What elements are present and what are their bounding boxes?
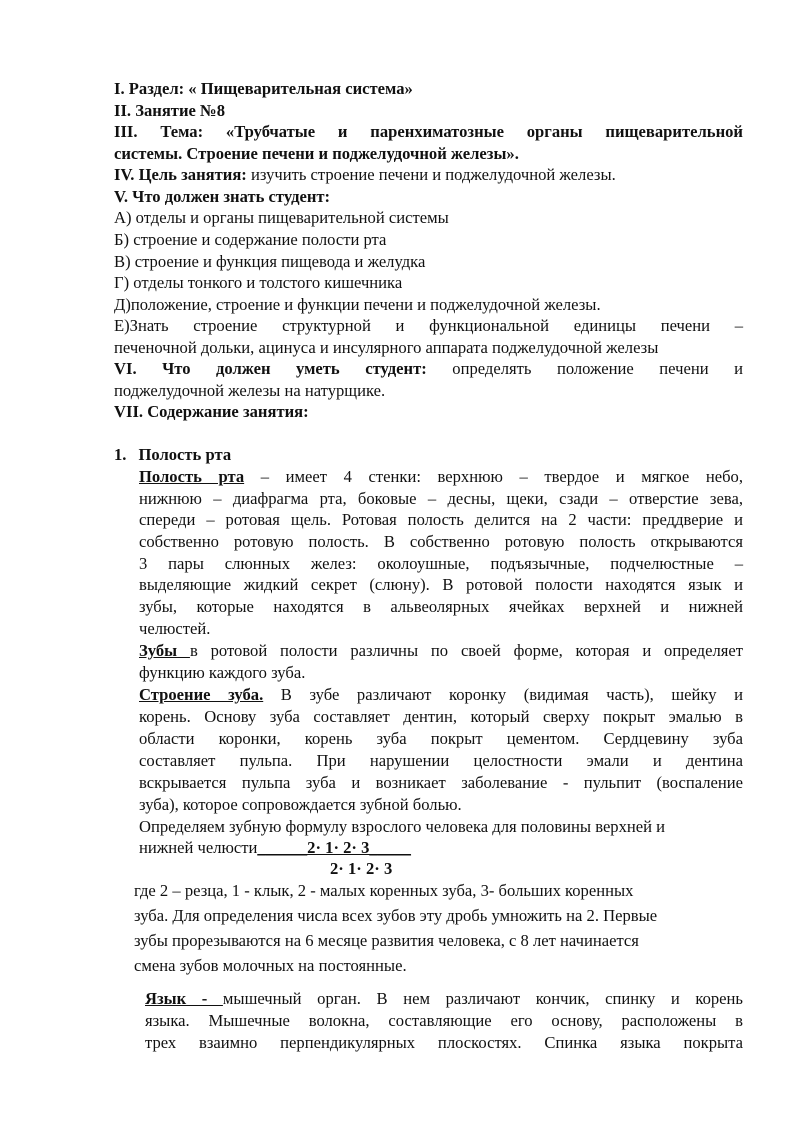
topic-title: Полость рта <box>138 445 232 464</box>
stroenie-line4: составляет пульпа. При нарушении целостности эмали и дентина <box>139 751 743 770</box>
section-zanyatie: II. Занятие №8 <box>114 101 226 120</box>
p1-line4: собственно ротовую полость. В собственно ротовую полость открываются <box>139 532 743 551</box>
zuby-text: в ротовой полости различны по своей форме, которая и определяет <box>189 641 743 660</box>
p1-line5: 3 пары слюнных желез: околоушные, подъязычные, подчелюстные – <box>139 554 743 573</box>
stroenie-line1 <box>139 684 743 706</box>
zuby-line2: функцию каждого зуба. <box>139 663 306 682</box>
topic-number: 1. <box>114 445 127 464</box>
znat-item-b: Б) строение и содержание полости рта <box>114 230 387 249</box>
znat-item-d: Д)положение, строение и функции печени и поджелудочной железы. <box>114 295 601 314</box>
topic-heading <box>114 444 743 466</box>
stroenie-line6: зуба), которое сопровождается зубной болью. <box>139 795 462 814</box>
stroenie-line3: области коронки, корень зуба покрыт цементом. Сердцевину зуба <box>139 729 743 748</box>
formula-intro-line2 <box>139 837 743 859</box>
p1-line7: зубы, которые находятся в альвеолярных ячейках верхней и нижней <box>139 597 743 616</box>
formula-denominator: 2· 1· 2· 3 <box>330 859 393 878</box>
section-razdel: I. Раздел: « Пищеварительная система» <box>114 79 413 98</box>
yazyk-line1 <box>145 988 743 1010</box>
formula-expl-line2: зуба. Для определения числа всех зубов эту дробь умножить на 2. Первые <box>134 906 658 925</box>
yazyk-line2: языка. Мышечные волокна, составляющие его основу, расположены в <box>145 1011 743 1030</box>
p1-text: – имеет 4 стенки: верхнюю – твердое и мягкое небо, <box>244 467 743 486</box>
znat-item-v: В) строение и функция пищевода и желудка <box>114 252 426 271</box>
zuby-term: Зубы <box>139 641 190 660</box>
section-umet-line2: поджелудочной железы на натурщике. <box>114 381 386 400</box>
formula-numerator: ______2· 1· 2· 3_____ <box>257 838 411 857</box>
p1-line6: выделяющие жидкий секрет (слюну). В ротовой полости находятся язык и <box>139 575 743 594</box>
cel-label: IV. Цель занятия: <box>114 165 247 184</box>
stroenie-text: В зубе различают коронку (видимая часть), шейку и <box>263 685 743 704</box>
znat-item-e-line1: Е)Знать строение структурной и функциональной единицы печени – <box>114 316 743 335</box>
umet-text: определять положение печени и <box>426 359 743 378</box>
yazyk-text: мышечный орган. В нем различают кончик, спинку и корень <box>222 989 743 1008</box>
zuby-line1 <box>139 640 743 662</box>
stroenie-line5: вскрывается пульпа зуба и возникает заболевание - пульпит (воспаление <box>139 773 743 792</box>
section-soderzhanie: VII. Содержание занятия: <box>114 402 309 421</box>
p1-line3: спереди – ротовая щель. Ротовая полость делится на 2 части: преддверие и <box>139 510 743 529</box>
p1-term: Полость рта <box>139 467 245 486</box>
znat-item-a: А) отделы и органы пищеварительной системы <box>114 208 449 227</box>
section-cel <box>114 164 743 186</box>
yazyk-term: Язык - <box>145 989 223 1008</box>
yazyk-line3: трех взаимно перпендикулярных плоскостях. Спинка языка покрыта <box>145 1033 743 1052</box>
formula-expl-line3: зубы прорезываются на 6 месяце развития человека, с 8 лет начинается <box>134 931 639 950</box>
p1-line8: челюстей. <box>139 619 211 638</box>
znat-item-e-line2: печеночной дольки, ацинуса и инсулярного аппарата поджелудочной железы <box>114 338 659 357</box>
formula-intro-line1: Определяем зубную формулу взрослого человека для половины верхней и <box>139 817 666 836</box>
stroenie-line2: корень. Основу зуба составляет дентин, который сверху покрыт эмалью в <box>139 707 743 726</box>
stroenie-term: Строение зуба. <box>139 685 264 704</box>
p1-line2: нижнюю – диафрагма рта, боковые – десны, щеки, сзади – отверстие зева, <box>139 489 743 508</box>
formula-intro-text: нижней челюсти <box>139 838 258 857</box>
cel-text: изучить строение печени и поджелудочной железы. <box>246 165 616 184</box>
umet-label: VI. Что должен уметь студент: <box>114 359 427 378</box>
section-znat: V. Что должен знать студент: <box>114 187 331 206</box>
formula-expl-line1: где 2 – резца, 1 - клык, 2 - малых коренных зуба, 3- больших коренных <box>134 881 634 900</box>
formula-expl-line4: смена зубов молочных на постоянные. <box>134 956 407 975</box>
znat-item-g: Г) отделы тонкого и толстого кишечника <box>114 273 403 292</box>
section-umet <box>114 358 743 380</box>
section-tema-line1: III. Тема: «Трубчатые и паренхиматозные органы пищеварительной <box>114 122 743 141</box>
p1-line1 <box>139 466 743 488</box>
section-tema-line2: системы. Строение печени и поджелудочной железы». <box>114 144 519 163</box>
